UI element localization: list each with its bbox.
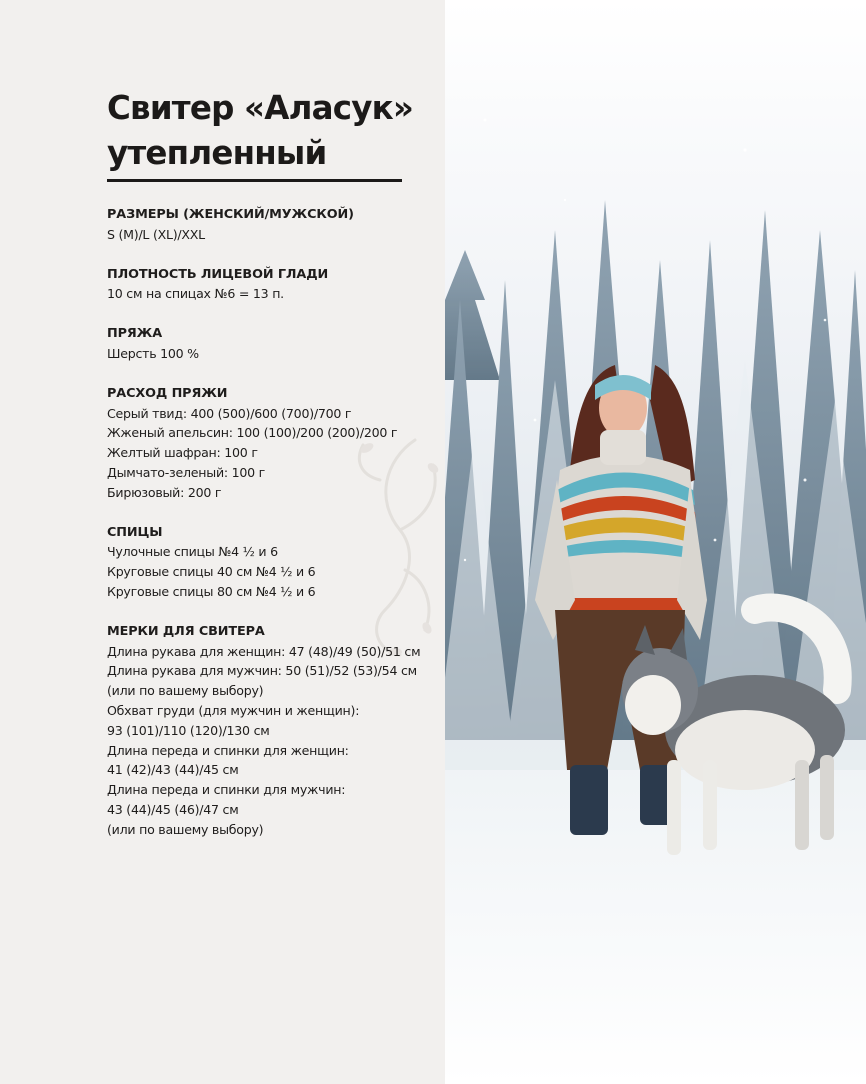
spec-line: Круговые спицы 80 см №4 ½ и 6 bbox=[107, 583, 316, 599]
spec-line: Длина переда и спинки для мужчин: bbox=[107, 782, 346, 798]
spec-line: Длина рукава для женщин: 47 (48)/49 (50)/51 см bbox=[107, 643, 421, 659]
section-heading: СПИЦЫ bbox=[107, 524, 163, 540]
spec-line: 43 (44)/45 (46)/47 см bbox=[107, 801, 239, 817]
section-heading: РАСХОД ПРЯЖИ bbox=[107, 385, 228, 401]
title-line-1: Свитер «Аласук» bbox=[107, 89, 414, 127]
pattern-specs bbox=[107, 205, 437, 860]
spec-section bbox=[107, 622, 437, 840]
title-line-2: утепленный bbox=[107, 134, 327, 172]
spec-line: Дымчато-зеленый: 100 г bbox=[107, 464, 266, 480]
spec-line: Длина рукава для мужчин: 50 (51)/52 (53)/54 см bbox=[107, 663, 417, 679]
page-title bbox=[107, 86, 417, 176]
spec-line: 93 (101)/110 (120)/130 см bbox=[107, 722, 270, 738]
spec-line: Жженый апельсин: 100 (100)/200 (200)/200 г bbox=[107, 425, 398, 441]
spec-line: Обхват груди (для мужчин и женщин): bbox=[107, 702, 360, 718]
spec-section bbox=[107, 523, 437, 602]
section-heading: МЕРКИ ДЛЯ СВИТЕРА bbox=[107, 623, 265, 639]
spec-line: 41 (42)/43 (44)/45 см bbox=[107, 762, 239, 778]
spec-line: 10 см на спицах №6 = 13 п. bbox=[107, 286, 284, 302]
spec-line: Шерсть 100 % bbox=[107, 345, 199, 361]
section-heading: ПЛОТНОСТЬ ЛИЦЕВОЙ ГЛАДИ bbox=[107, 266, 329, 282]
spec-line: (или по вашему выбору) bbox=[107, 683, 264, 699]
spec-line: Желтый шафран: 100 г bbox=[107, 445, 258, 461]
spec-section bbox=[107, 205, 437, 245]
section-heading: ПРЯЖА bbox=[107, 326, 163, 342]
spec-section bbox=[107, 324, 437, 364]
spec-line: Бирюзовый: 200 г bbox=[107, 484, 222, 500]
spec-line: (или по вашему выбору) bbox=[107, 821, 264, 837]
title-underline bbox=[107, 179, 402, 182]
spec-section bbox=[107, 265, 437, 305]
spec-line: Серый твид: 400 (500)/600 (700)/700 г bbox=[107, 405, 352, 421]
section-heading: РАЗМЕРЫ (ЖЕНСКИЙ/МУЖСКОЙ) bbox=[107, 207, 354, 222]
photo-woman-with-husky bbox=[445, 0, 866, 1084]
spec-line: Круговые спицы 40 см №4 ½ и 6 bbox=[107, 564, 316, 580]
spec-section bbox=[107, 384, 437, 503]
spec-line: S (M)/L (XL)/XXL bbox=[107, 226, 205, 242]
spec-line: Длина переда и спинки для женщин: bbox=[107, 742, 349, 758]
spec-line: Чулочные спицы №4 ½ и 6 bbox=[107, 544, 278, 560]
